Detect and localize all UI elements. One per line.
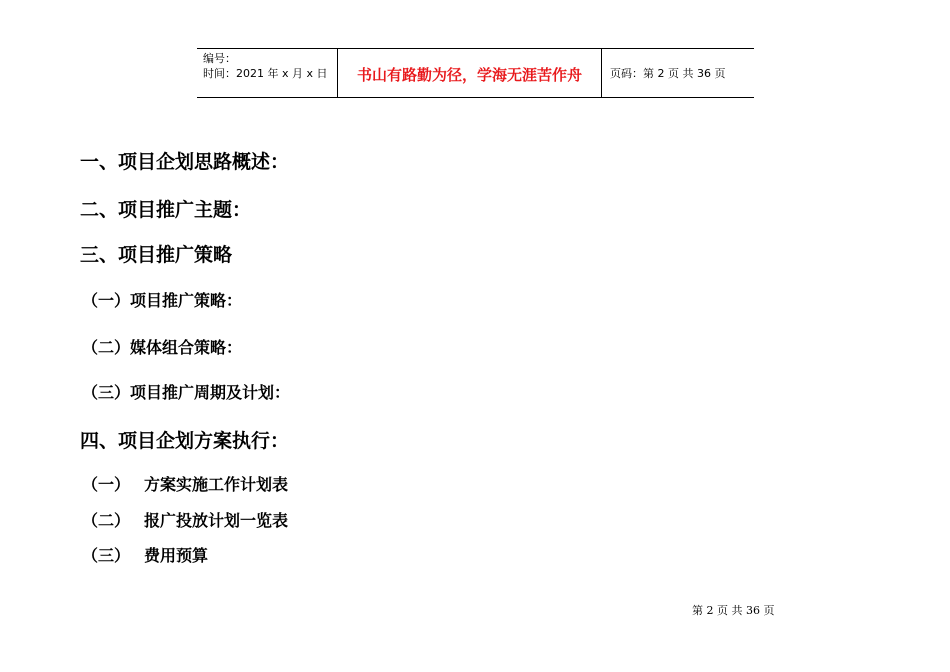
outline-subheading-3-1: （一）项目推广策略： (82, 291, 243, 310)
page-header (197, 48, 754, 98)
header-meta-cell (197, 49, 338, 97)
outline-heading-2: 二、项目推广主题： (80, 199, 252, 221)
outline-heading-4: 四、项目企划方案执行： (80, 430, 290, 452)
document-number-label: 编号： (203, 52, 236, 65)
page-footer: 第 2 页 共 36 页 (692, 604, 775, 617)
header-page-code: 页码：第 2 页 共 36 页 (610, 67, 726, 80)
outline-subheading-4-1-text: 方案实施工作计划表 (144, 475, 289, 494)
outline-subheading-4-1-number: （一） (82, 475, 131, 494)
outline-subheading-4-3 (82, 543, 208, 566)
outline-subheading-4-2-number: （二） (82, 511, 131, 530)
outline-subheading-4-2 (82, 508, 288, 531)
outline-subheading-4-3-number: （三） (82, 546, 131, 565)
outline-subheading-3-2: （二）媒体组合策略： (82, 338, 243, 357)
outline-subheading-4-1 (82, 472, 288, 495)
header-motto-cell (338, 49, 602, 97)
header-motto: 书山有路勤为径，学海无涯苦作舟 (356, 65, 582, 84)
outline-heading-3: 三、项目推广策略 (80, 244, 233, 266)
outline-subheading-3-3: （三）项目推广周期及计划： (82, 383, 291, 402)
document-time-label: 时间：2021 年 x 月 x 日 (203, 67, 328, 80)
header-page-cell (602, 49, 754, 97)
outline-subheading-4-2-text: 报广投放计划一览表 (144, 511, 289, 530)
outline-heading-1: 一、项目企划思路概述： (80, 151, 290, 173)
outline-subheading-4-3-text: 费用预算 (144, 546, 209, 565)
